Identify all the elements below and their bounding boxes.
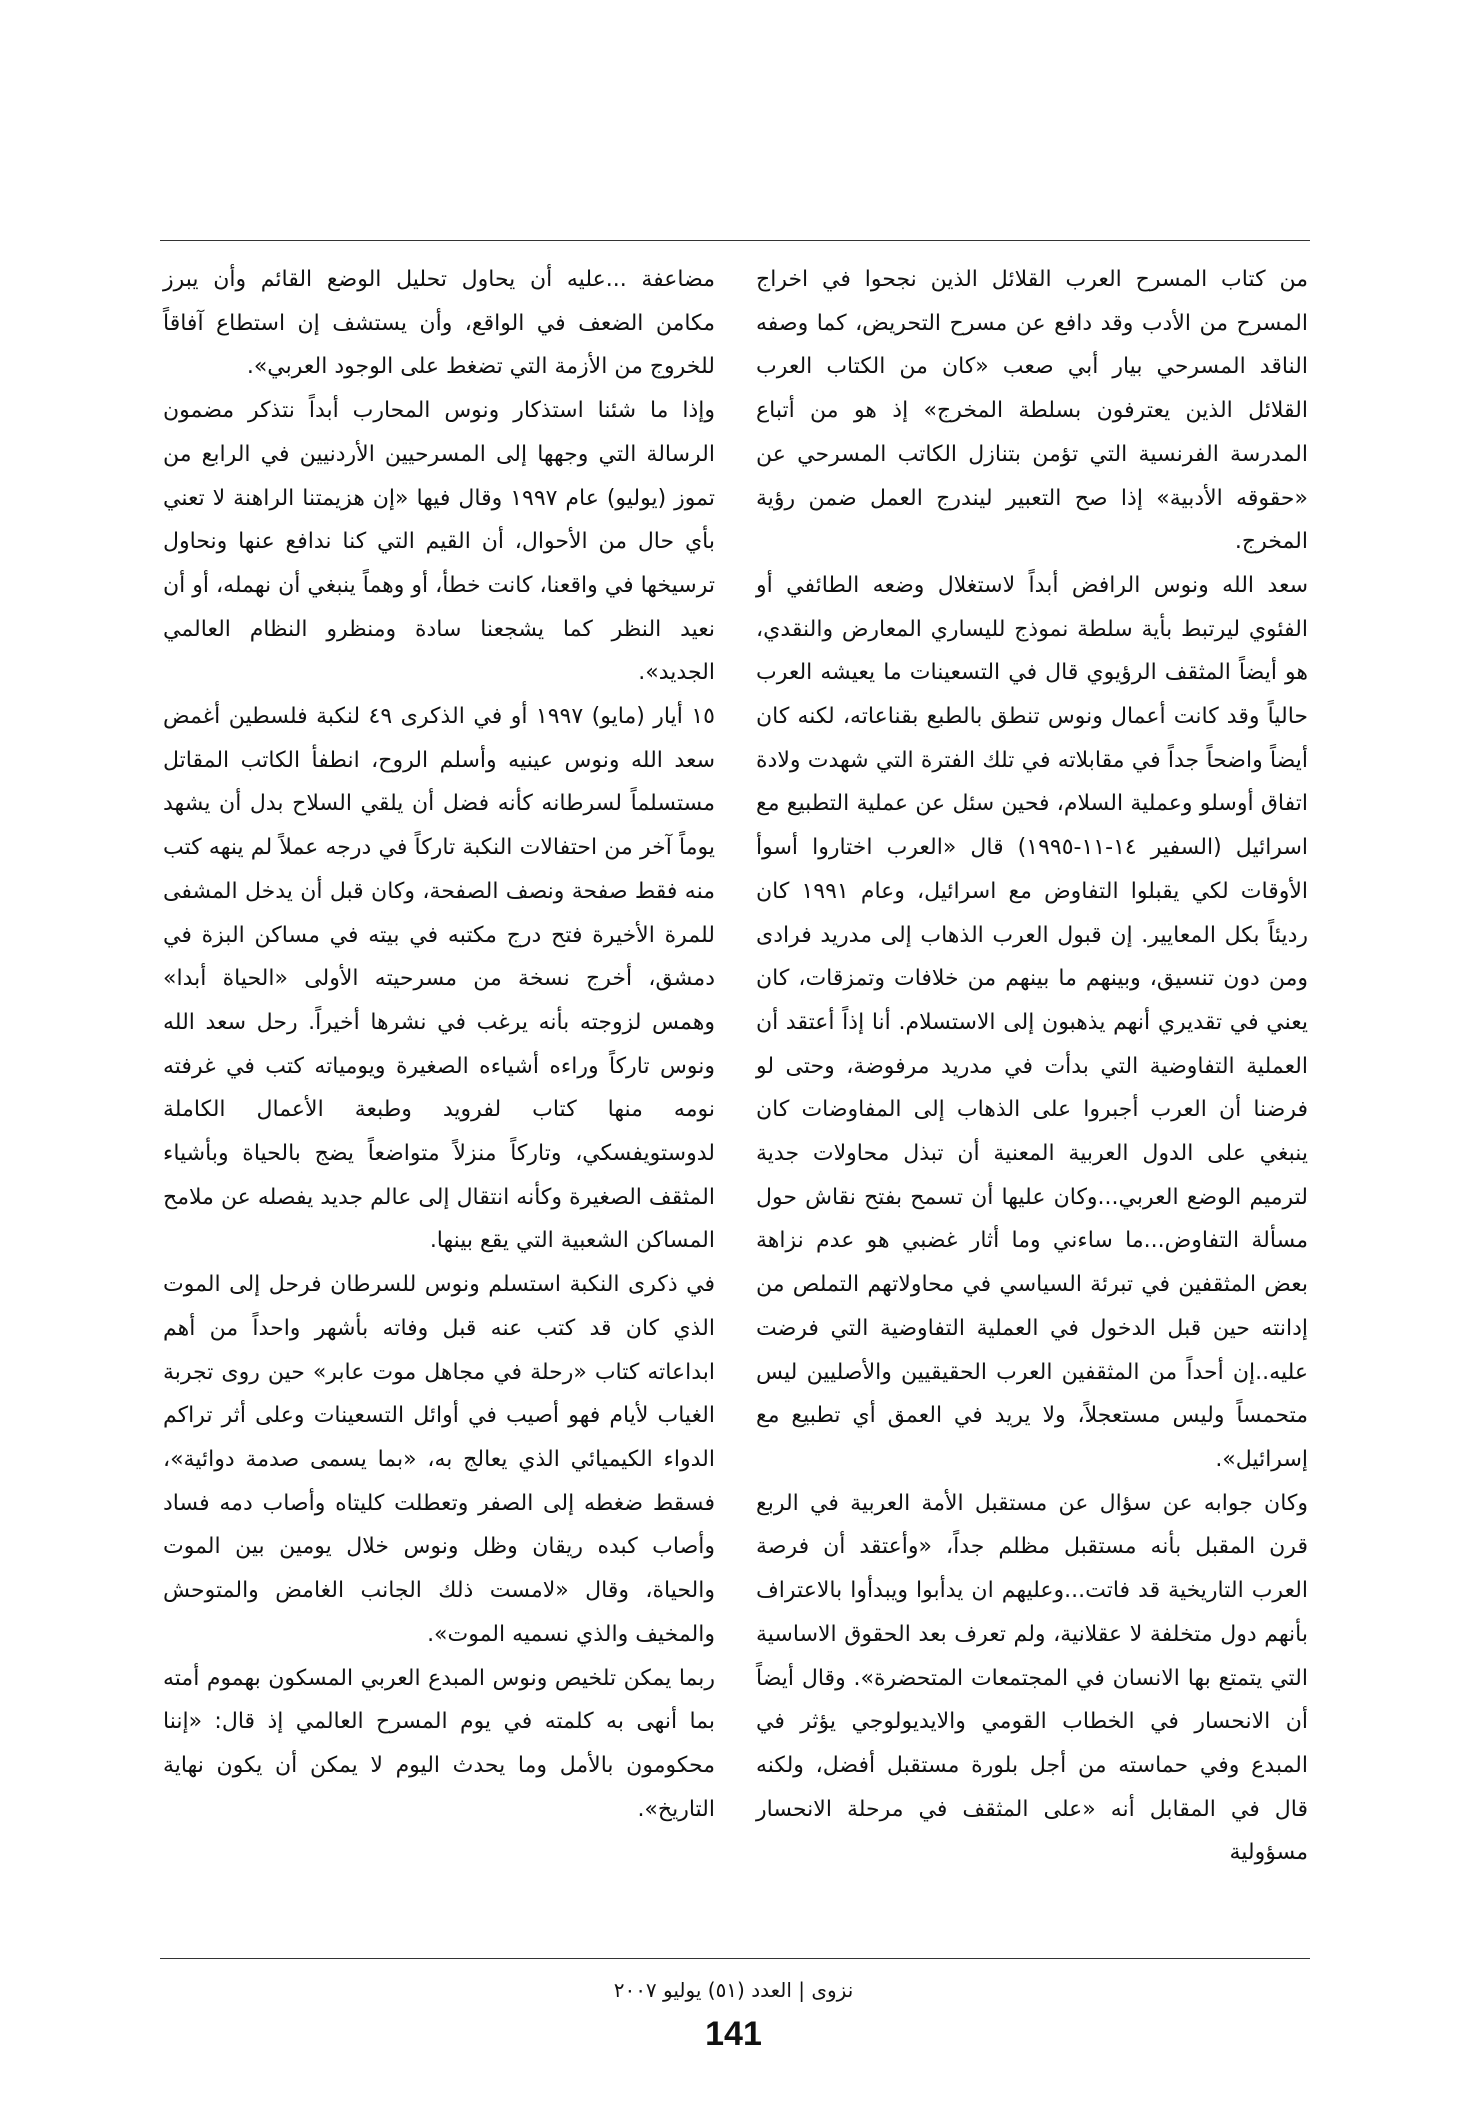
paragraph: ربما يمكن تلخيص ونوس المبدع العربي المسكون بهموم أمته بما أنهى به كلمته في يوم المسرح العالمي إذ قال: «إننا محكومون بالأمل وما يحدث اليوم لا يمكن أن يكون نهاية التاريخ». bbox=[163, 1665, 715, 1822]
paragraph: مضاعفة ...عليه أن يحاول تحليل الوضع القائم وأن يبرز مكامن الضعف في الواقع، وأن يستشف إن استطاع آفاقاً للخروج من الأزمة التي تضغط على الوجود العربي». bbox=[163, 267, 715, 380]
top-rule bbox=[160, 240, 1310, 241]
article-column-left bbox=[163, 258, 715, 1831]
paragraph: في ذكرى النكبة استسلم ونوس للسرطان فرحل إلى الموت الذي كان قد كتب عنه قبل وفاته بأشهر واحداً من أهم ابداعاته كتاب «رحلة في مجاهل موت عابر» حين روى تجربة الغياب لأيام فهو أصيب في أوائل التسعينات وعلى أثر تراكم الدواء الكيميائي الذي يعالج به، «بما يسمى صدمة دوائية»، فسقط ضغطه إلى الصفر وتعطلت كليتاه وأصاب دمه فساد وأصاب كبده ريقان وظل ونوس خلال يومين بين الموت والحياة، وقال «لامست ذلك الجانب الغامض والمتوحش والمخيف والذي نسميه الموت». bbox=[163, 1272, 715, 1647]
paragraph: وإذا ما شئنا استذكار ونوس المحارب أبداً نتذكر مضمون الرسالة التي وجهها إلى المسرحيين الأردنيين في الرابع من تموز (يوليو) عام ١٩٩٧ وقال فيها «إن هزيمتنا الراهنة لا تعني بأي حال من الأحوال، أن القيم التي كنا ندافع عنها ونحاول ترسيخها في واقعنا، كانت خطأ، أو وهماً ينبغي أن نهمله، أو أن نعيد النظر كما يشجعنا سادة ومنظرو النظام العالمي الجديد». bbox=[163, 398, 715, 686]
page-number: 141 bbox=[705, 2015, 762, 2053]
bottom-rule bbox=[160, 1958, 1310, 1959]
paragraph: من كتاب المسرح العرب القلائل الذين نجحوا في اخراج المسرح من الأدب وقد دافع عن مسرح التحريض، كما وصفه الناقد المسرحي بيار أبي صعب «كان من الكتاب العرب القلائل الذين يعترفون بسلطة المخرج» إذ هو من أتباع المدرسة الفرنسية التي تؤمن بتنازل الكاتب المسرحي عن «حقوقه الأدبية» إذا صح التعبير ليندرج العمل ضمن رؤية المخرج. bbox=[756, 267, 1308, 555]
paragraph: سعد الله ونوس الرافض أبداً لاستغلال وضعه الطائفي أو الفئوي ليرتبط بأية سلطة نموذج لليساري المعارض والنقدي، هو أيضاً المثقف الرؤيوي قال في التسعينات ما يعيشه العرب حالياً وقد كانت أعمال ونوس تنطق بالطبع بقناعاته، لكنه كان أيضاً واضحاً جداً في مقابلاته في تلك الفترة التي شهدت ولادة اتفاق أوسلو وعملية السلام، فحين سئل عن عملية التطبيع مع اسرائيل (السفير ١٤-١١-١٩٩٥) قال «العرب اختاروا أسوأ الأوقات لكي يقبلوا التفاوض مع اسرائيل، وعام ١٩٩١ كان رديئاً بكل المعايير. إن قبول العرب الذهاب إلى مدريد فرادى ومن دون تنسيق، وبينهم ما بينهم من خلافات وتمزقات، كان يعني في تقديري أنهم يذهبون إلى الاستسلام. أنا إذاً أعتقد أن العملية التفاوضية التي بدأت في مدريد مرفوضة، وحتى لو فرضنا أن العرب أجبروا على الذهاب إلى المفاوضات كان ينبغي على الدول العربية المعنية أن تبذل محاولات جدية لترميم الوضع العربي...وكان عليها أن تسمح بفتح نقاش حول مسألة التفاوض...ما ساءني وما أثار غضبي هو عدم نزاهة بعض المثقفين في تبرئة السياسي في محاولاتهم التملص من إدانته حين قبل الدخول في العملية التفاوضية التي فرضت عليه..إن أحداً من المثقفين العرب الحقيقيين والأصليين ليس متحمساً وليس مستعجلاً، ولا يريد في العمق أي تطبيع مع إسرائيل». bbox=[756, 572, 1308, 1472]
paragraph: ١٥ أيار (مايو) ١٩٩٧ أو في الذكرى ٤٩ لنكبة فلسطين أغمض سعد الله ونوس عينيه وأسلم الروح، انطفأ الكاتب المقاتل مستسلماً لسرطانه كأنه فضل أن يلقي السلاح بدل أن يشهد يوماً آخر من احتفالات النكبة تاركاً في درجه عملاً لم ينهه كتب منه فقط صفحة ونصف الصفحة، وكان قبل أن يدخل المشفى للمرة الأخيرة فتح درج مكتبه في بيته في مساكن البزة في دمشق، أخرج نسخة من مسرحيته الأولى «الحياة أبدا» وهمس لزوجته بأنه يرغب في نشرها أخيراً. رحل سعد الله ونوس تاركاً وراءه أشياءه الصغيرة ويومياته كتب في غرفته نومه منها كتاب لفرويد وطبعة الأعمال الكاملة لدوستويفسكي، وتاركاً منزلاً متواضعاً يضج بالحياة وبأشياء المثقف الصغيرة وكأنه انتقال إلى عالم جديد يفصله عن ملامح المساكن الشعبية التي يقع بينها. bbox=[163, 704, 715, 1254]
issue-line: نزوى | العدد (٥١) يوليو ٢٠٠٧ bbox=[613, 1978, 854, 2002]
article-column-right bbox=[756, 258, 1308, 1875]
paragraph: وكان جوابه عن سؤال عن مستقبل الأمة العربية في الربع قرن المقبل بأنه مستقبل مظلم جداً، «وأعتقد أن فرصة العرب التاريخية قد فاتت...وعليهم ان يدأبوا ويبدأوا بالاعتراف بأنهم دول متخلفة لا عقلانية، ولم تعرف بعد الحقوق الاساسية التي يتمتع بها الانسان في المجتمعات المتحضرة». وقال أيضاً أن الانحسار في الخطاب القومي والايديولوجي يؤثر في المبدع وفي حماسته من أجل بلورة مستقبل أفضل، ولكنه قال في المقابل أنه «على المثقف في مرحلة الانحسار مسؤولية bbox=[756, 1490, 1308, 1866]
